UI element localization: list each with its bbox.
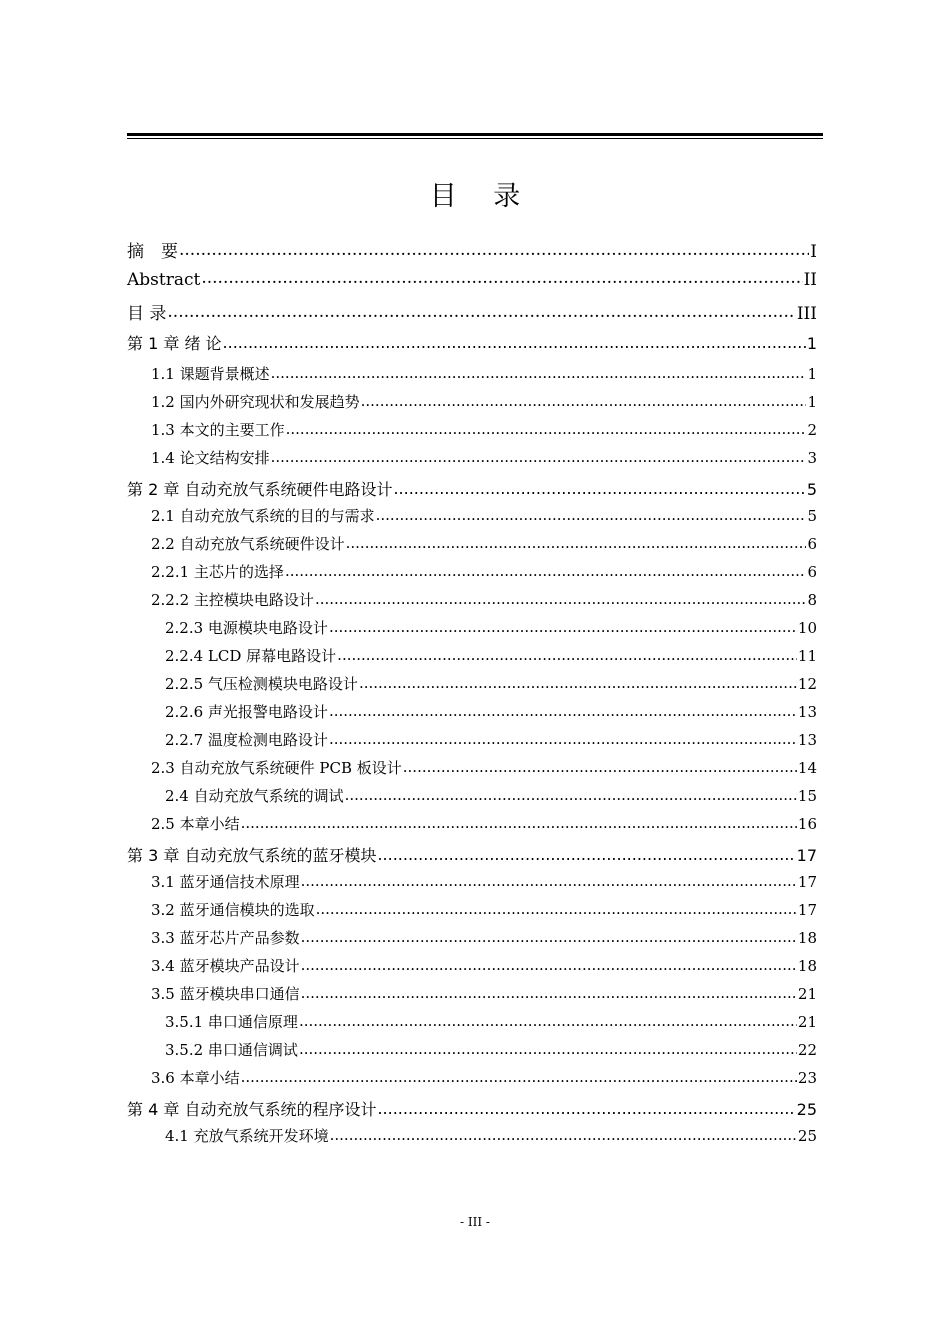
- toc-dot-leader: [329, 618, 797, 633]
- toc-dot-leader: [301, 984, 797, 999]
- toc-entry-title: 摘 要: [127, 242, 178, 262]
- toc-dot-leader: [329, 730, 797, 745]
- toc-entry-page: II: [803, 270, 817, 290]
- toc-dot-leader: [377, 1099, 795, 1115]
- toc-entry-title: 1.4 论文结构安排: [151, 449, 270, 467]
- toc-dot-leader: [329, 702, 797, 717]
- toc-dot-leader: [361, 392, 807, 407]
- toc-entry-page: 22: [797, 1041, 817, 1059]
- toc-dot-leader: [337, 646, 797, 661]
- toc-entry[interactable]: [127, 505, 817, 526]
- toc-entry-page: 18: [797, 929, 817, 947]
- toc-entry[interactable]: [127, 268, 817, 290]
- toc-entry-title: 2.4 自动充放气系统的调试: [165, 787, 344, 805]
- toc-entry[interactable]: [127, 561, 817, 582]
- toc-entry[interactable]: [127, 391, 817, 412]
- toc-entry-page: 11: [797, 647, 817, 665]
- toc-entry[interactable]: [127, 757, 817, 778]
- page-footer: - III -: [460, 1215, 490, 1229]
- toc-entry-title: Abstract: [127, 270, 201, 290]
- toc-dot-leader: [346, 534, 807, 549]
- toc-entry-title: 2.1 自动充放气系统的目的与需求: [151, 507, 375, 525]
- toc-entry[interactable]: [127, 589, 817, 610]
- toc-dot-leader: [316, 900, 797, 915]
- toc-entry[interactable]: [127, 617, 817, 638]
- toc-entry[interactable]: [127, 1097, 817, 1120]
- toc-entry-title: 2.2.3 电源模块电路设计: [165, 619, 328, 637]
- toc-entry[interactable]: [127, 785, 817, 806]
- toc-entry-title: 3.3 蓝牙芯片产品参数: [151, 929, 300, 947]
- toc-entry-title: 3.5 蓝牙模块串口通信: [151, 985, 300, 1003]
- header-rule-thick: [127, 133, 823, 136]
- toc-entry-page: 21: [797, 985, 817, 1003]
- toc-dot-leader: [330, 1126, 797, 1141]
- toc-entry[interactable]: [127, 363, 817, 384]
- toc-entry-title: 3.5.1 串口通信原理: [165, 1013, 298, 1031]
- header-rule-thin: [127, 138, 823, 139]
- toc-entry-title: 2.2.2 主控模块电路设计: [151, 591, 314, 609]
- toc-entry[interactable]: [127, 419, 817, 440]
- toc-entry[interactable]: [127, 1039, 817, 1060]
- toc-entry[interactable]: [127, 299, 817, 324]
- toc-dot-leader: [315, 590, 807, 605]
- toc-entry-page: 17: [796, 846, 817, 865]
- toc-entry-page: 16: [797, 815, 817, 833]
- toc-dot-leader: [179, 240, 809, 257]
- toc-dot-leader: [223, 333, 806, 349]
- toc-entry-page: 25: [797, 1127, 817, 1145]
- toc-dot-leader: [271, 448, 807, 463]
- toc-dot-leader: [345, 786, 797, 801]
- toc-entry-title: 1.3 本文的主要工作: [151, 421, 285, 439]
- toc-entry[interactable]: [127, 729, 817, 750]
- toc-entry-page: 5: [807, 507, 817, 525]
- toc-entry-title: 2.2.1 主芯片的选择: [151, 563, 284, 581]
- toc-entry-page: 5: [806, 480, 817, 499]
- toc-entry-page: I: [810, 242, 817, 262]
- toc-entry-title: 3.1 蓝牙通信技术原理: [151, 873, 300, 891]
- toc-entry-page: 8: [807, 591, 817, 609]
- toc-entry-page: 10: [797, 619, 817, 637]
- toc-entry-page: 6: [807, 535, 817, 553]
- toc-entry-title: 2.2.6 声光报警电路设计: [165, 703, 328, 721]
- toc-entry[interactable]: [127, 673, 817, 694]
- toc-entry-title: 2.3 自动充放气系统硬件 PCB 板设计: [151, 759, 402, 777]
- toc-entry-title: 3.2 蓝牙通信模块的选取: [151, 901, 315, 919]
- toc-entry-title: 2.2.7 温度检测电路设计: [165, 731, 328, 749]
- toc-entry[interactable]: [127, 1011, 817, 1032]
- toc-dot-leader: [201, 268, 802, 285]
- toc-entry-page: III: [796, 304, 817, 324]
- toc-entry-title: 第 3 章 自动充放气系统的蓝牙模块: [127, 846, 377, 865]
- toc-entry-title: 3.4 蓝牙模块产品设计: [151, 957, 300, 975]
- toc-entry[interactable]: [127, 813, 817, 834]
- toc-entry-page: 1: [807, 365, 817, 383]
- toc-entry-page: 6: [807, 563, 817, 581]
- toc-dot-leader: [377, 845, 795, 861]
- toc-entry-title: 第 1 章 绪 论: [127, 334, 222, 353]
- toc-entry[interactable]: [127, 1067, 817, 1088]
- toc-dot-leader: [167, 302, 795, 319]
- toc-entry-page: 14: [797, 759, 817, 777]
- toc-entry-page: 25: [796, 1100, 817, 1119]
- toc-dot-leader: [286, 420, 807, 435]
- toc-entry[interactable]: [127, 533, 817, 554]
- toc-entry-title: 1.2 国内外研究现状和发展趋势: [151, 393, 360, 411]
- toc-dot-leader: [271, 364, 807, 379]
- toc-entry-page: 13: [797, 703, 817, 721]
- toc-dot-leader: [403, 758, 797, 773]
- toc-entry-page: 1: [807, 393, 817, 411]
- toc-entry-title: 2.2.5 气压检测模块电路设计: [165, 675, 358, 693]
- toc-entry-title: 3.5.2 串口通信调试: [165, 1041, 298, 1059]
- toc-entry[interactable]: [127, 237, 817, 262]
- toc-dot-leader: [299, 1012, 797, 1027]
- toc-entry-page: 13: [797, 731, 817, 749]
- toc-entry-page: 15: [797, 787, 817, 805]
- toc-entry-title: 目 录: [127, 304, 167, 324]
- toc-entry[interactable]: [127, 843, 817, 866]
- toc-entry[interactable]: [127, 1125, 817, 1146]
- toc-entry-page: 2: [807, 421, 817, 439]
- toc-entry-title: 2.5 本章小结: [151, 815, 240, 833]
- toc-entry-title: 第 4 章 自动充放气系统的程序设计: [127, 1100, 377, 1119]
- toc-entry[interactable]: [127, 331, 817, 354]
- toc-entry-page: 23: [797, 1069, 817, 1087]
- toc-entry-page: 1: [806, 334, 817, 353]
- page-title: 目 录: [429, 181, 535, 212]
- toc-entry[interactable]: [127, 701, 817, 722]
- toc-entry-title: 1.1 课题背景概述: [151, 365, 270, 383]
- toc-entry[interactable]: [127, 927, 817, 948]
- toc-entry[interactable]: [127, 955, 817, 976]
- toc-entry[interactable]: [127, 447, 817, 468]
- toc-entry[interactable]: [127, 899, 817, 920]
- toc-entry-page: 17: [797, 873, 817, 891]
- toc-entry-page: 17: [797, 901, 817, 919]
- toc-entry-page: 18: [797, 957, 817, 975]
- toc-entry-title: 第 2 章 自动充放气系统硬件电路设计: [127, 480, 393, 499]
- toc-dot-leader: [285, 562, 807, 577]
- toc-entry-title: 2.2.4 LCD 屏幕电路设计: [165, 647, 337, 665]
- toc-dot-leader: [393, 479, 805, 495]
- toc-entry[interactable]: [127, 871, 817, 892]
- toc-entry[interactable]: [127, 645, 817, 666]
- toc-entry-title: 2.2 自动充放气系统硬件设计: [151, 535, 345, 553]
- toc-entry-title: 4.1 充放气系统开发环境: [165, 1127, 329, 1145]
- toc-dot-leader: [241, 1068, 797, 1083]
- toc-dot-leader: [241, 814, 797, 829]
- toc-entry-page: 21: [797, 1013, 817, 1031]
- toc-dot-leader: [301, 928, 797, 943]
- toc-entry-page: 12: [797, 675, 817, 693]
- toc-entry[interactable]: [127, 983, 817, 1004]
- toc-dot-leader: [301, 956, 797, 971]
- toc-entry[interactable]: [127, 477, 817, 500]
- toc-dot-leader: [299, 1040, 797, 1055]
- toc-dot-leader: [301, 872, 797, 887]
- toc-dot-leader: [359, 674, 797, 689]
- toc-entry-page: 3: [807, 449, 817, 467]
- toc-dot-leader: [376, 506, 807, 521]
- toc-entry-title: 3.6 本章小结: [151, 1069, 240, 1087]
